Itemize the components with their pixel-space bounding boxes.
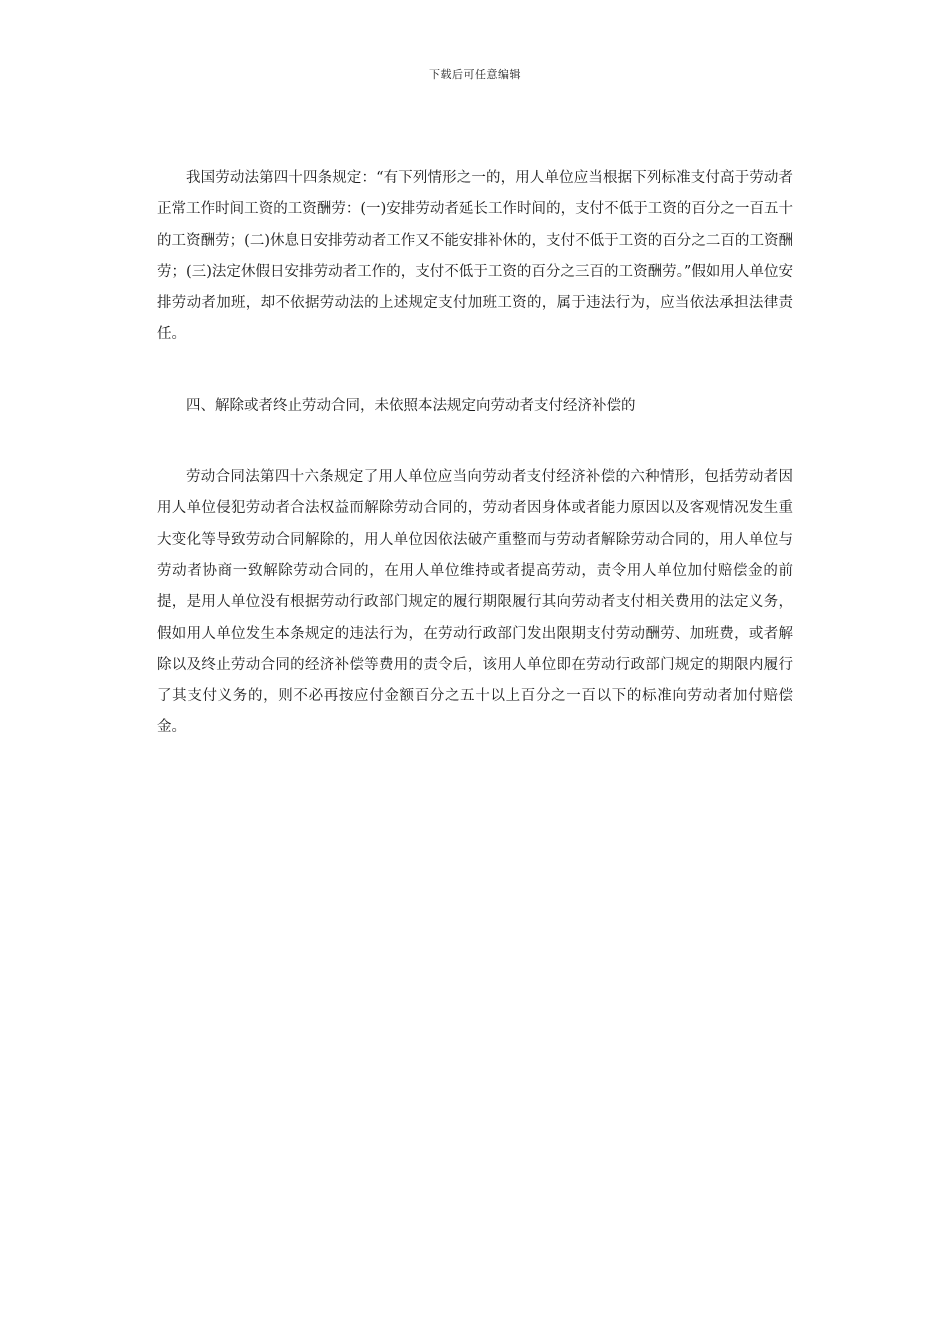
document-body [157,163,793,744]
section-heading-four: 四、解除或者终止劳动合同，未依照本法规定向劳动者支付经济补偿的 [186,397,636,414]
paragraph-overtime-pay: 我国劳动法第四十四条规定：“有下列情形之一的，用人单位应当根据下列标准支付高于劳动者正常工作时间工资的工资酬劳：(一)安排劳动者延长工作时间的，支付不低于工资的百分之一百五十的工资酬劳；(二)休息日安排劳动者工作又不能安排补休的，支付不低于工资的百分之二百的工资酬劳；(三)法定休假日安排劳动者工作的，支付不低于工资的百分之三百的工资酬劳。”假如用人单位安排劳动者加班，却不依据劳动法的上述规定支付加班工资的，属于违法行为，应当依法承担法律责任。 [157,170,793,343]
paragraph-economic-compensation: 劳动合同法第四十六条规定了用人单位应当向劳动者支付经济补偿的六种情形，包括劳动者因用人单位侵犯劳动者合法权益而解除劳动合同的，劳动者因身体或者能力原因以及客观情况发生重大变化等导致劳动合同解除的，用人单位因依法破产重整而与劳动者解除劳动合同的，用人单位与劳动者协商一致解除劳动合同的，在用人单位维持或者提高劳动，责令用人单位加付赔偿金的前提，是用人单位没有根据劳动行政部门规定的履行期限履行其向劳动者支付相关费用的法定义务，假如用人单位发生本条规定的违法行为，在劳动行政部门发出限期支付劳动酬劳、加班费，或者解除以及终止劳动合同的经济补偿等费用的责令后，该用人单位即在劳动行政部门规定的期限内履行了其支付义务的，则不必再按应付金额百分之五十以上百分之一百以下的标准向劳动者加付赔偿金。 [157,469,793,736]
page-header: 下载后可任意编辑 [429,68,521,81]
